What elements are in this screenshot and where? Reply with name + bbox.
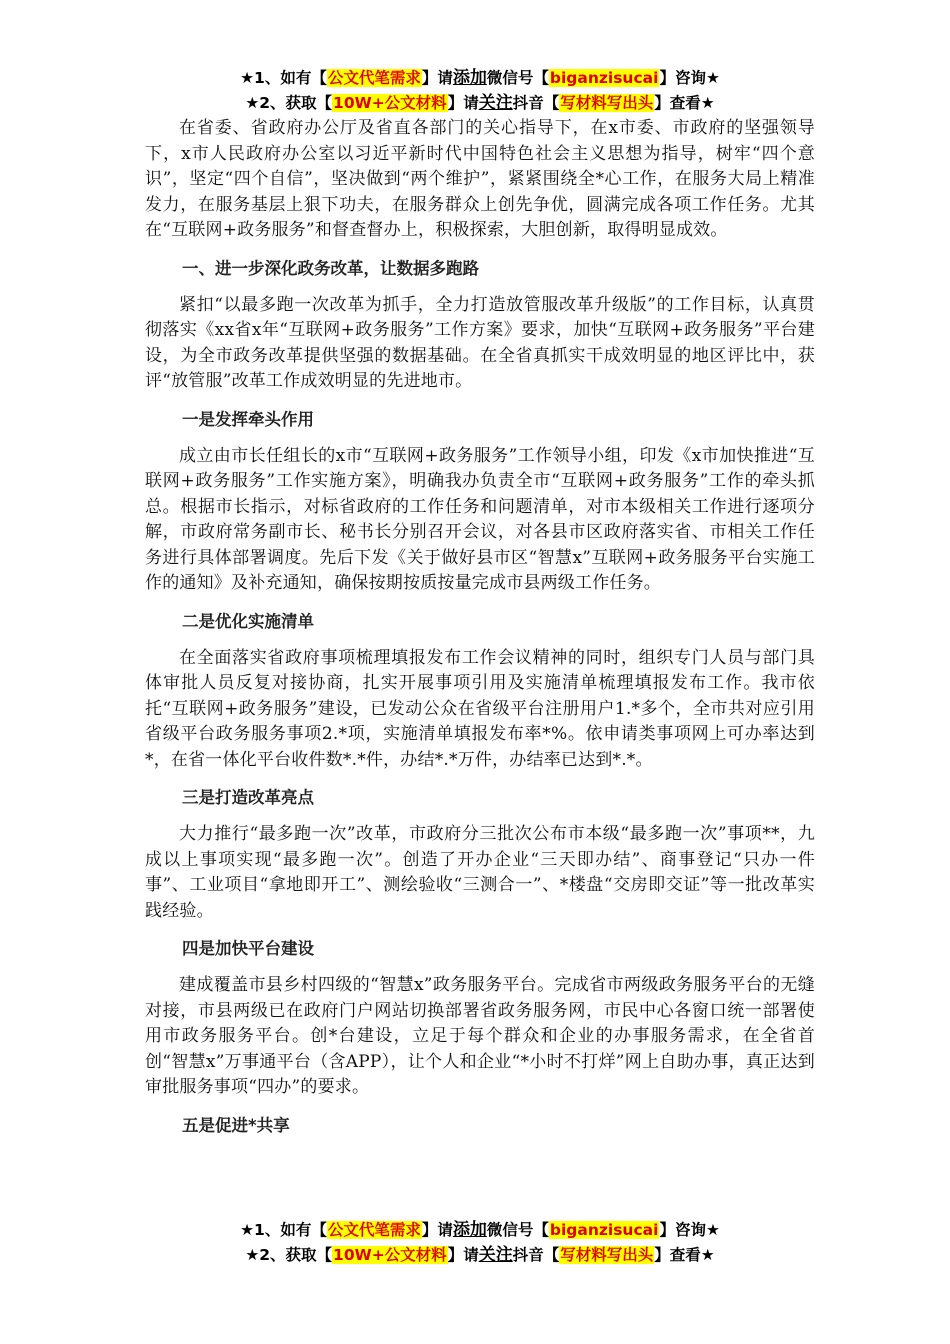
- promo-text: 抖音【: [512, 94, 560, 112]
- subsection-heading: 三是打造改革亮点: [182, 788, 314, 807]
- promo-text: 】请: [421, 1221, 453, 1239]
- subsection-heading: 四是加快平台建设: [182, 939, 314, 958]
- document-page: [145, 66, 815, 1138]
- underline-keyword: 关注: [478, 1245, 513, 1265]
- highlight-keyword: 公文代笔需求: [327, 69, 421, 87]
- promo-line-1: [145, 66, 815, 91]
- highlight-keyword: 10W+公文材料: [333, 94, 447, 112]
- promo-text: 】咨询★: [659, 69, 720, 87]
- promo-banner-top: [145, 66, 815, 116]
- promo-text: ★1、如有【: [240, 1221, 327, 1239]
- wechat-id: biganzisucai: [549, 1221, 659, 1239]
- promo-text: 】查看★: [654, 94, 715, 112]
- section-heading: 一、进一步深化政务改革，让数据多跑路: [182, 258, 479, 278]
- promo-text: 】查看★: [654, 1246, 715, 1264]
- promo-line-2: [145, 91, 815, 116]
- promo-text: 抖音【: [512, 1246, 560, 1264]
- promo-line-2: [145, 1243, 815, 1268]
- highlight-keyword: 公文代笔需求: [327, 1221, 421, 1239]
- intro-paragraph: 在省委、省政府办公厅及省直各部门的关心指导下，在x市委、市政府的坚强领导下，x市人民政府办公室以习近平新时代中国特色社会主义思想为指导，树牢“四个意识”，坚定“四个自信”，坚决做到“两个维护”，紧紧围绕全*心工作，在服务大局上精准发力，在服务基层上狠下功夫，在服务群众上创先争优，圆满完成各项工作任务。尤其在“互联网+政务服务”和督查督办上，积极探索，大胆创新，取得明显成效。: [145, 118, 815, 240]
- promo-text: 】咨询★: [659, 1221, 720, 1239]
- douyin-account: 写材料写出头: [560, 94, 654, 112]
- underline-keyword: 关注: [478, 93, 513, 113]
- promo-text: 】请: [421, 69, 453, 87]
- promo-text: ★1、如有【: [240, 69, 327, 87]
- highlight-keyword: 10W+公文材料: [333, 1246, 447, 1264]
- subsection-heading: 五是促进*共享: [182, 1115, 290, 1135]
- section-paragraph: 紧扣“以最多跑一次改革为抓手，全力打造放管服改革升级版”的工作目标，认真贯彻落实《xx省x年“互联网+政务服务”工作方案》要求，加快“互联网+政务服务”平台建设，为全市政务改革提供坚强的数据基础。在全省真抓实干成效明显的地区评比中，获评“放管服”改革工作成效明显的先进地市。: [145, 294, 815, 391]
- underline-keyword: 添加: [452, 1220, 487, 1240]
- promo-banner-bottom: [145, 1218, 815, 1268]
- wechat-id: biganzisucai: [549, 69, 659, 87]
- promo-text: ★2、获取【: [245, 94, 333, 112]
- subsection-paragraph: 成立由市长任组长的x市“互联网+政务服务”工作领导小组，印发《x市加快推进“互联网+政务服务”工作实施方案》，明确我办负责全市“互联网+政务服务”工作的牵头抓总。根据市长指示，对标省政府的工作任务和问题清单，对市本级相关工作进行逐项分解，市政府常务副市长、秘书长分别召开会议，对各县市区政府落实省、市相关工作任务进行具体部署调度。先后下发《关于做好县市区“智慧x”互联网+政务服务平台实施工作的通知》及补充通知，确保按期按质按量完成市县两级工作任务。: [145, 445, 815, 593]
- subsection-heading: 二是优化实施清单: [182, 611, 314, 631]
- subsection-paragraph: 大力推行“最多跑一次”改革，市政府分三批次公布市本级“最多跑一次”事项**，九成以上事项实现“最多跑一次”。创造了开办企业“三天即办结”、商事登记“只办一件事”、工业项目“拿地即开工”、测绘验收“三测合一”、*楼盘“交房即交证”等一批改革实践经验。: [145, 824, 815, 921]
- underline-keyword: 添加: [452, 68, 487, 88]
- douyin-account: 写材料写出头: [560, 1246, 654, 1264]
- promo-text: 】请: [447, 94, 479, 112]
- subsection-heading: 一是发挥牵头作用: [182, 409, 314, 429]
- promo-line-1: [145, 1218, 815, 1243]
- promo-text: 】请: [447, 1246, 479, 1264]
- subsection-paragraph: 在全面落实省政府事项梳理填报发布工作会议精神的同时，组织专门人员与部门具体审批人员反复对接协商，扎实开展事项引用及实施清单梳理填报发布工作。我市依托“互联网+政务服务”建设，已发动公众在省级平台注册用户1.*多个，全市共对应引用省级平台政务服务事项2.*项，实施清单填报发布率*%。依申请类事项网上可办率达到*，在省一体化平台收件数*.*件，办结*.*万件，办结率已达到*.*。: [145, 647, 815, 770]
- promo-text: ★2、获取【: [245, 1246, 333, 1264]
- subsection-paragraph: 建成覆盖市县乡村四级的“智慧x”政务服务平台。完成省市两级政务服务平台的无缝对接，市县两级已在政府门户网站切换部署省政务服务网，市民中心各窗口统一部署使用市政务服务平台。创*台建设，立足于每个群众和企业的办事服务需求，在全省首创“智慧x”万事通平台（含APP），让个人和企业“*小时不打烊”网上自助办事，真正达到审批服务事项“四办”的要求。: [145, 975, 815, 1097]
- promo-text: 微信号【: [486, 1221, 549, 1239]
- promo-text: 微信号【: [486, 69, 549, 87]
